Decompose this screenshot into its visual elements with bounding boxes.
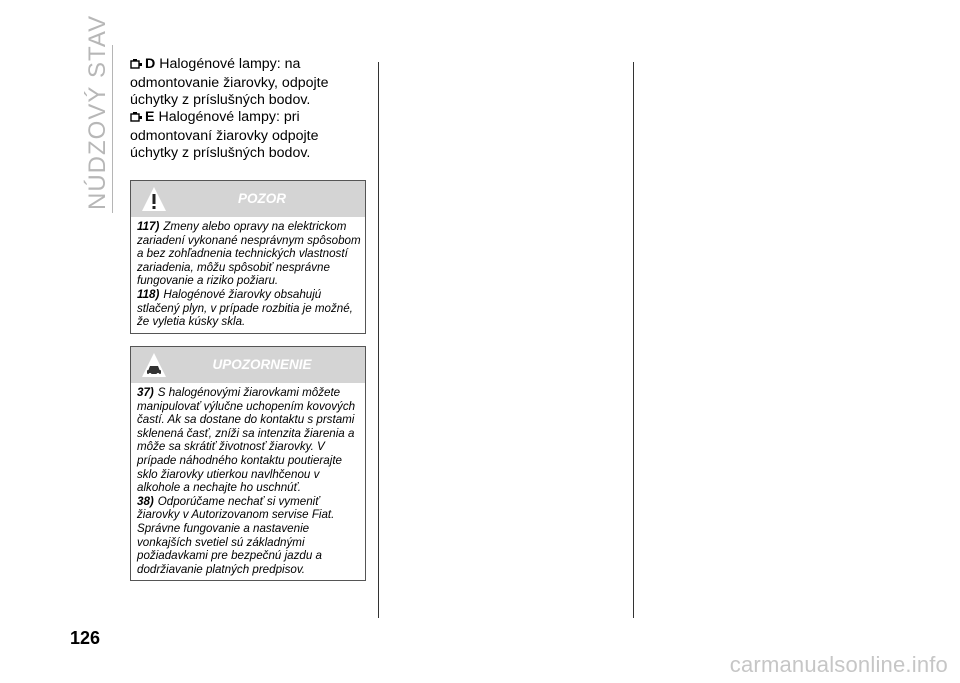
warning-note: [137, 220, 361, 288]
notice-body: [131, 383, 365, 580]
note-number: 37): [137, 386, 154, 399]
instruction-item-e: [130, 109, 368, 162]
bulb-socket-icon: [130, 58, 143, 75]
instruction-letter: E: [145, 109, 155, 125]
note-text: Odporúčame nechať si vymeniť žiarovky v Autorizovanom servise Fiat. Správne fungovanie a nastavenie vonkajších svetiel sú základnými požiadavkami pre bezpečnú jazdu a dodržiavanie platných predpisov.: [137, 494, 335, 576]
warning-body: [131, 217, 365, 333]
note-text: S halogénovými žiarovkami môžete manipulovať výlučne uchopením kovových častí. Ak sa dostane do kontaktu s prstami sklenená časť, zníži sa intenzita žiarenia a môže sa skrátiť životnosť žiarovky. V prípade náhodného kontaktu poutierajte sklo žiarovky utierkou navlhčenou v alkohole a nechajte ho uschnúť.: [137, 386, 356, 495]
column-divider-left: [378, 62, 379, 618]
notice-header: [131, 347, 365, 383]
warning-header: [131, 181, 365, 217]
note-number: 118): [137, 287, 160, 301]
warning-title: POZOR: [237, 191, 286, 206]
note-number: 38): [137, 494, 154, 508]
notice-note: [137, 386, 361, 495]
instruction-item-d: [130, 56, 368, 109]
bulb-socket-icon: [130, 111, 143, 128]
column-divider-right: [633, 62, 634, 618]
note-number: 117): [137, 220, 160, 233]
instruction-text: Halogénové lampy: pri odmontovaní žiarovky odpojte úchytky z príslušných bodov.: [130, 109, 319, 161]
note-text: Halogénové žiarovky obsahujú stlačený plyn, v prípade rozbitia je možné, že vyletia kúsky skla.: [137, 287, 353, 329]
section-title-rule: [112, 45, 113, 213]
notice-box: [130, 346, 366, 581]
warning-box: [130, 180, 366, 334]
instruction-text: Halogénové lampy: na odmontovanie žiarovky, odpojte úchytky z príslušných bodov.: [130, 56, 329, 108]
page-number: 126: [70, 628, 101, 648]
section-title: NÚDZOVÝ STAV: [84, 14, 111, 210]
notice-title: UPOZORNENIE: [212, 357, 312, 372]
warning-note: [137, 288, 361, 329]
note-text: Zmeny alebo opravy na elektrickom zariadení vykonané nesprávnym spôsobom a bez zohľadnenia technických vlastností zariadenia, môžu spôsobiť nesprávne fungovanie a riziko požiaru.: [137, 220, 361, 288]
instruction-list: [130, 56, 368, 162]
instruction-letter: D: [145, 56, 156, 72]
notice-note: [137, 495, 361, 577]
watermark: carmanualsonline.info: [729, 652, 948, 677]
